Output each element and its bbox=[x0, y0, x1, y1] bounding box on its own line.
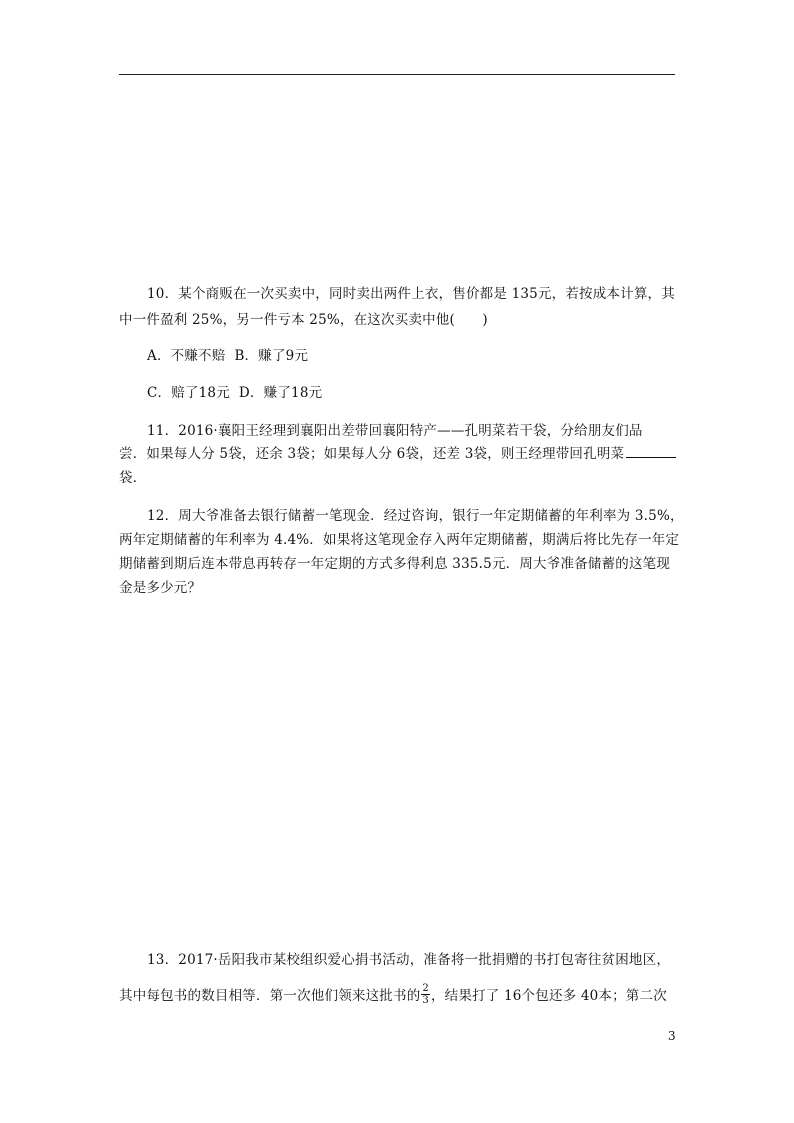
q11-line-2-text: 尝．如果每人分 5袋，还余 3袋；如果每人分 6袋，还差 3袋，则王经理带回孔明菜 bbox=[119, 446, 625, 462]
q13-line-2 bbox=[119, 985, 667, 1008]
q12-line-4: 金是多少元？ bbox=[119, 580, 202, 596]
q12-line-2: 两年定期储蓄的年利率为 4.4%．如果将这笔现金存入两年定期储蓄，期满后将比先存一年定 bbox=[119, 532, 680, 548]
q10-line-2: 中一件盈利 25%，另一件亏本 25%，在这次买卖中他( ) bbox=[119, 312, 488, 328]
q10-line-1: 10．某个商贩在一次买卖中，同时卖出两件上衣，售价都是 135元，若按成本计算，其 bbox=[147, 286, 675, 302]
q10-option-a: A．不赚不赔 bbox=[147, 348, 226, 364]
answer-blank bbox=[626, 445, 676, 458]
q10-option-b: B．赚了9元 bbox=[234, 348, 309, 364]
q13-line-2-before: 其中每包书的数目相等．第一次他们领来这批书的 bbox=[119, 988, 421, 1004]
q11-line-3: 袋． bbox=[119, 470, 147, 486]
q10-option-d: D．赚了18元 bbox=[238, 385, 323, 401]
q10-options-cd bbox=[147, 384, 322, 402]
fraction-two-thirds bbox=[421, 983, 430, 1006]
q11-line-1: 11．2016·襄阳王经理到襄阳出差带回襄阳特产——孔明菜若干袋，分给朋友们品 bbox=[147, 423, 643, 439]
q13-line-1: 13．2017·岳阳我市某校组织爱心捐书活动，准备将一批捐赠的书打包寄往贫困地区， bbox=[147, 952, 671, 968]
q12-line-3: 期储蓄到期后连本带息再转存一年定期的方式多得利息 335.5元．周大爷准备储蓄的这笔现 bbox=[119, 556, 671, 572]
q10-options-ab bbox=[147, 347, 308, 365]
header-rule bbox=[119, 74, 675, 75]
q13-line-2-after: ，结果打了 16个包还多 40本；第二次 bbox=[430, 988, 667, 1004]
fraction-denominator: 3 bbox=[422, 995, 429, 1006]
page-number: 3 bbox=[668, 1029, 676, 1043]
q11-line-2 bbox=[119, 445, 676, 463]
fraction-numerator: 2 bbox=[422, 983, 429, 994]
q12-line-1: 12．周大爷准备去银行储蓄一笔现金．经过咨询，银行一年定期储蓄的年利率为 3.5%， bbox=[147, 508, 684, 524]
q10-option-c: C．赔了18元 bbox=[147, 385, 230, 401]
